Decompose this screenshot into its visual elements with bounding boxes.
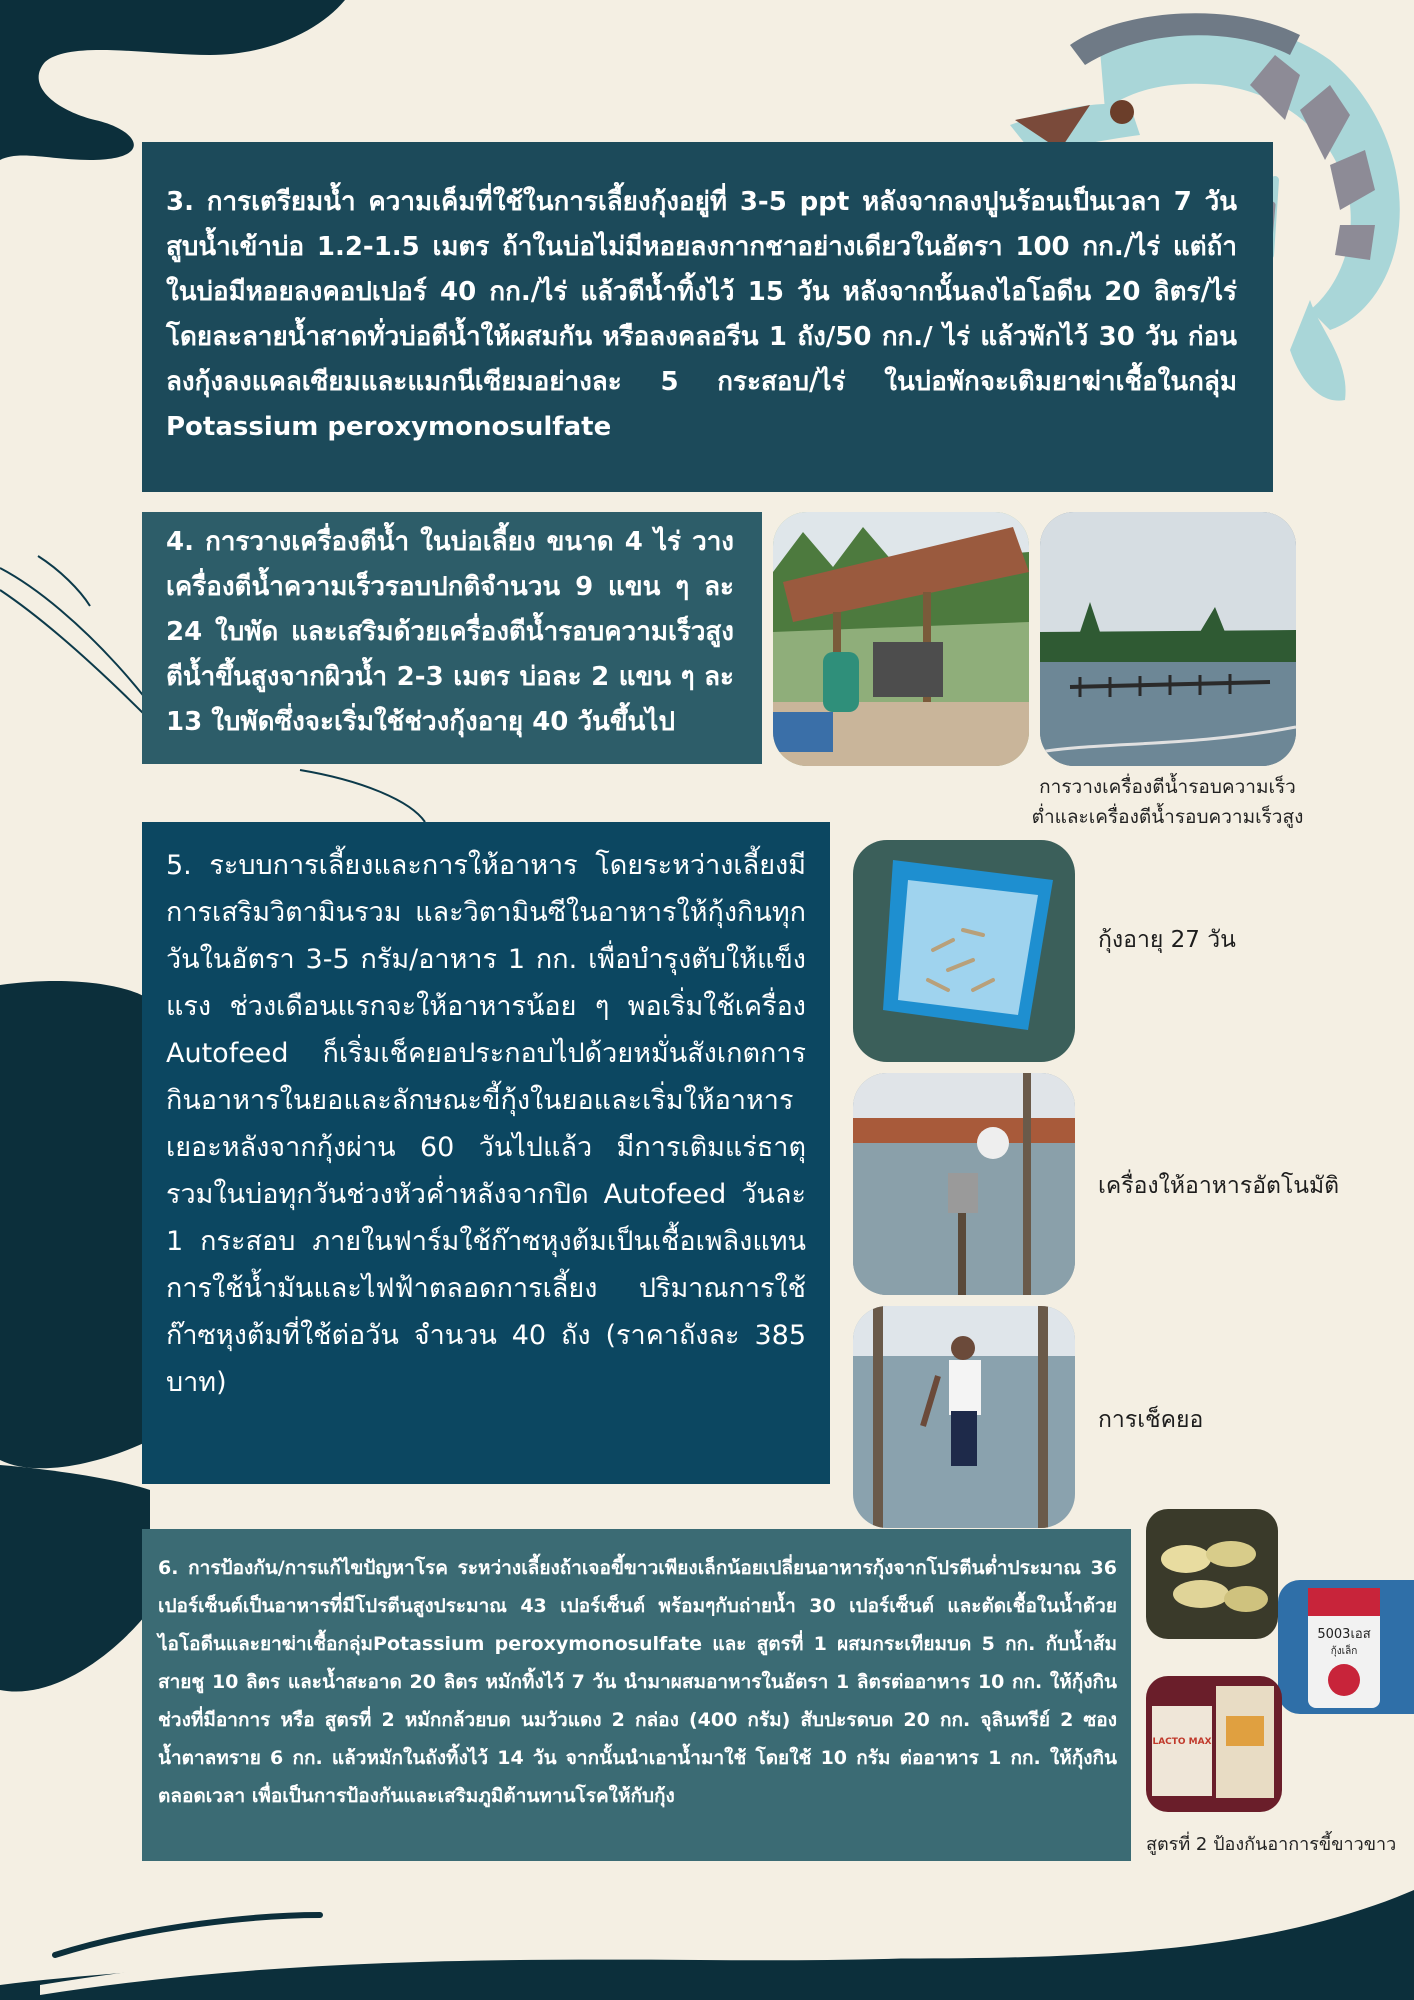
bottom-stroke	[55, 1915, 320, 1955]
label-check-tray: การเช็คยอ	[1098, 1407, 1204, 1433]
section-6-disease-prevention	[142, 1529, 1131, 1861]
caption-line-1: การวางเครื่องตีน้ำรอบความเร็ว	[1039, 776, 1296, 798]
section-6-text: 6. การป้องกัน/การแก้ไขปัญหาโรค ระหว่างเลี้ยงถ้าเจอขี้ขาวเพียงเล็กน้อยเปลี่ยนอาหารกุ้งจากโปรตีนต่ำประมาณ 36 เปอร์เซ็นต์เป็นอาหารที่มีโปรตีนสูงประมาณ 43 เปอร์เซ็นต์ พร้อมๆกับถ่ายน้ำ 30 เปอร์เซ็นต์ และตัดเชื้อในน้ำด้วยไอโอดีนและยาฆ่าเชื้อกลุ่มPotassium peroxymonosulfate และ สูตรที่ 1 ผสมกระเทียมบด 5 กก. กับน้ำส้มสายชู 10 ลิตร และน้ำสะอาด 20 ลิตร หมักทิ้งไว้ 7 วัน นำมาผสมอาหารในอัตรา 1 ลิตรต่ออาหาร 10 กก. ให้กุ้งกินช่วงที่มีอาการ หรือ สูตรที่ 2 หมักกล้วยบด นมวัวแดง 2 กล่อง (400 กรัม) สับปะรดบด 20 กก. จุลินทรีย์ 2 ซอง น้ำตาลทราย 6 กก. แล้วหมักในถังทิ้งไว้ 14 วัน จากนั้นนำเอาน้ำมาใช้ โดยใช้ 10 กรัม ต่ออาหาร 1 กก. ให้กุ้งกินตลอดเวลา เพื่อเป็นการป้องกันและเสริมภูมิต้านทานโรคให้กับกุ้ง	[158, 1557, 1117, 1807]
bottle-label-text: 5003เอส	[1317, 1627, 1371, 1642]
top-left-blob	[0, 0, 345, 160]
photo-bananas	[1146, 1509, 1278, 1639]
section-3-water-preparation	[142, 142, 1273, 492]
photo-lacto-packs	[1146, 1676, 1282, 1812]
section-5-text: 5. ระบบการเลี้ยงและการให้อาหาร โดยระหว่างเลี้ยงมีการเสริมวิตามินรวม และวิตามินซีในอาหารให้กุ้งกินทุกวันในอัตรา 3-5 กรัม/อาหาร 1 กก. เพื่อบำรุงตับให้แข็งแรง ช่วงเดือนแรกจะให้อาหารน้อย ๆ พอเริ่มใช้เครื่อง Autofeed ก็เริ่มเช็คยอประกอบไปด้วยหมั่นสังเกตการกินอาหารในยอและลักษณะขี้กุ้งในยอและเริ่มให้อาหารเยอะหลังจากกุ้งผ่าน 60 วันไปแล้ว มีการเติมแร่ธาตุรวมในบ่อทุกวันช่วงหัวค่ำหลังจากปิด Autofeed วันละ 1 กระสอบ ภายในฟาร์มใช้ก๊าซหุงต้มเป็นเชื้อเพลิงแทนการใช้น้ำมันและไฟฟ้าตลอดการเลี้ยง ปริมาณการใช้ก๊าซหุงต้มที่ใช้ต่อวัน จำนวน 40 ถัง (ราคาถังละ 385 บาท)	[166, 850, 806, 1398]
label-autofeeder: เครื่องให้อาหารอัตโนมัติ	[1098, 1173, 1340, 1199]
bottle-sub-text: กุ้งเล็ก	[1330, 1646, 1358, 1657]
left-lower-blob	[0, 1465, 150, 1692]
label-shrimp-age: กุ้งอายุ 27 วัน	[1098, 927, 1236, 953]
caption-line-2: ต่ำและเครื่องตีน้ำรอบความเร็วสูง	[1031, 806, 1304, 828]
aerator-photos-caption	[1000, 772, 1335, 832]
section-5-feeding-system	[142, 822, 830, 1484]
photo-shrimp-27-days	[853, 840, 1075, 1062]
section-3-text: 3. การเตรียมน้ำ ความเค็มที่ใช้ในการเลี้ยงกุ้งอยู่ที่ 3-5 ppt หลังจากลงปูนร้อนเป็นเวลา 7 วัน สูบน้ำเข้าบ่อ 1.2-1.5 เมตร ถ้าในบ่อไม่มีหอยลงกากชาอย่างเดียวในอัตรา 100 กก./ไร่ แต่ถ้าในบ่อมีหอยลงคอปเปอร์ 40 กก./ไร่ แล้วตีน้ำทิ้งไว้ 15 วัน หลังจากนั้นลงไอโอดีน 20 ลิตร/ไร่ โดยละลายน้ำสาดทั่วบ่อตีน้ำให้ผสมกัน หรือลงคลอรีน 1 ถัง/50 กก./ ไร่ แล้วพักไว้ 30 วัน ก่อนลงกุ้งลงแคลเซียมและแมกนีเซียมอย่างละ 5 กระสอบ/ไร่ ในบ่อพักจะเติมยาฆ่าเชื้อในกลุ่ม Potassium peroxymonosulfate	[166, 187, 1237, 442]
bottom-wave-dark	[0, 1890, 1414, 2000]
left-dark-band	[0, 981, 150, 1468]
photo-aerator-shed	[773, 512, 1029, 766]
photo-autofeeder	[853, 1073, 1075, 1295]
photo-check-tray	[853, 1306, 1075, 1528]
section-4-aerator-placement	[142, 512, 762, 764]
photo-product-bottle	[1278, 1580, 1414, 1714]
photo-pond-aerators	[1040, 512, 1296, 766]
formula-2-caption: สูตรที่ 2 ป้องกันอาการขี้ขาวขาว	[1146, 1834, 1397, 1855]
curve-line-4	[300, 770, 425, 822]
section-4-text: 4. การวางเครื่องตีน้ำ ในบ่อเลี้ยง ขนาด 4 ไร่ วางเครื่องตีน้ำความเร็วรอบปกติจำนวน 9 แขน ๆ ละ 24 ใบพัด และเสริมด้วยเครื่องตีน้ำรอบความเร็วสูงตีน้ำขึ้นสูงจากผิวน้ำ 2-3 เมตร บ่อละ 2 แขน ๆ ละ 13 ใบพัดซึ่งจะเริ่มใช้ช่วงกุ้งอายุ 40 วันขึ้นไป	[166, 527, 734, 737]
pack-label-text: LACTO MAX	[1152, 1737, 1212, 1747]
curve-line-2	[0, 590, 150, 720]
